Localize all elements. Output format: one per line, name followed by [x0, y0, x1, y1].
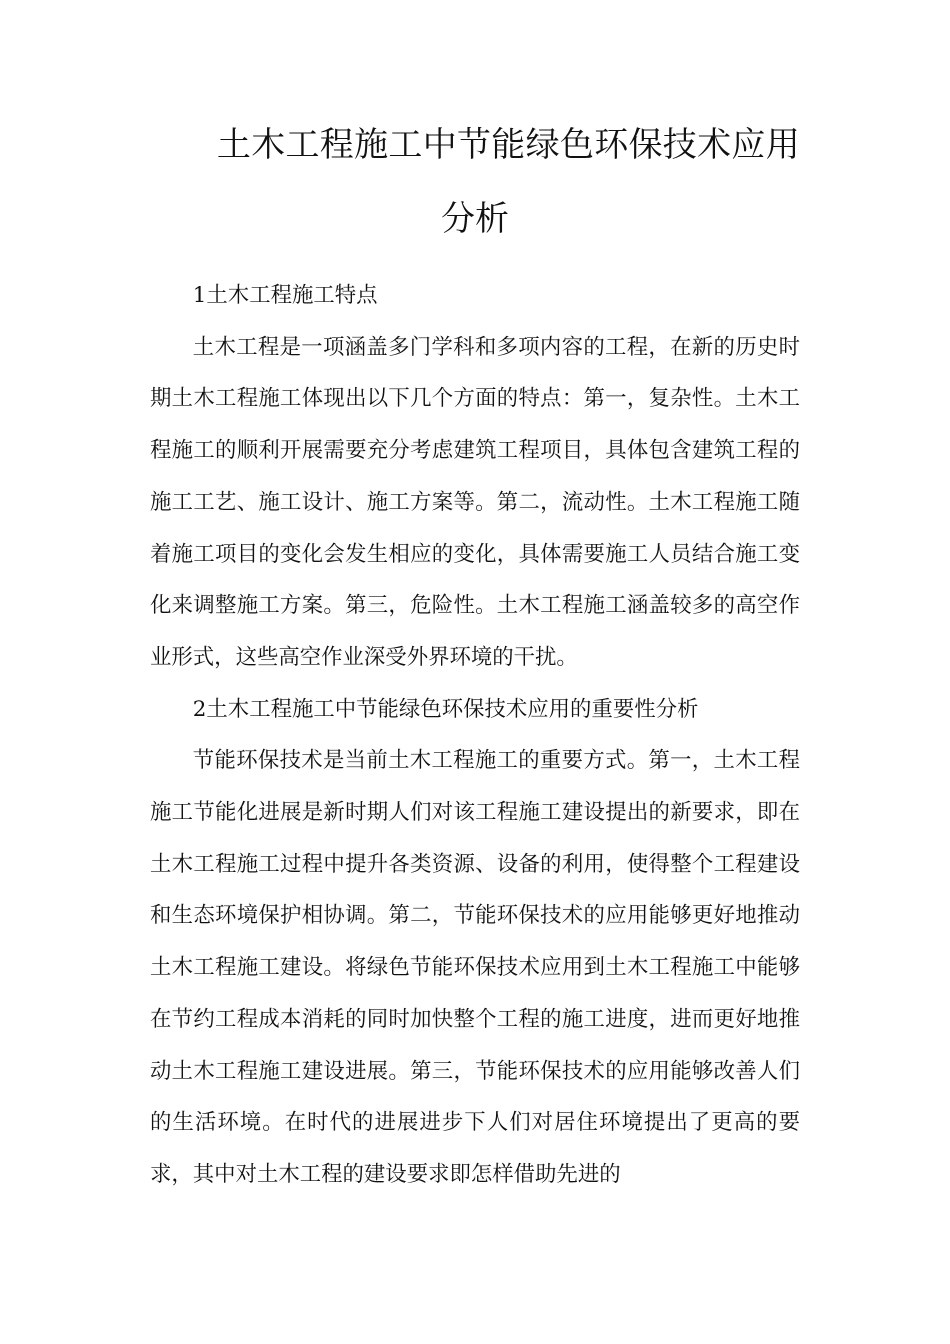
- section1-paragraph: 土木工程是一项涵盖多门学科和多项内容的工程，在新的历史时期土木工程施工体现出以下几个方面的特点：第一，复杂性。土木工程施工的顺利开展需要充分考虑建筑工程项目，具体包含建筑工程的施工工艺、施工设计、施工方案等。第二，流动性。土木工程施工随着施工项目的变化会发生相应的变化，具体需要施工人员结合施工变化来调整施工方案。第三，危险性。土木工程施工涵盖较多的高空作业形式，这些高空作业深受外界环境的干扰。: [150, 334, 800, 670]
- section2-paragraph: 节能环保技术是当前土木工程施工的重要方式。第一，土木工程施工节能化进展是新时期人们对该工程施工建设提出的新要求，即在土木工程施工过程中提升各类资源、设备的利用，使得整个工程建设和生态环境保护相协调。第二，节能环保技术的应用能够更好地推动土木工程施工建设。将绿色节能环保技术应用到土木工程施工中能够在节约工程成本消耗的同时加快整个工程的施工进度，进而更好地推动土木工程施工建设进展。第三，节能环保技术的应用能够改善人们的生活环境。在时代的进展进步下人们对居住环境提出了更高的要求，其中对土木工程的建设要求即怎样借助先进的: [150, 748, 800, 1187]
- document-title-line2: 分析: [441, 199, 509, 239]
- document-body: [150, 270, 800, 1201]
- document-title-line1: 土木工程施工中节能绿色环保技术应用: [216, 125, 800, 165]
- section2-heading: 2土木工程施工中节能绿色环保技术应用的重要性分析: [192, 696, 699, 722]
- section1-heading: 1土木工程施工特点: [192, 283, 378, 308]
